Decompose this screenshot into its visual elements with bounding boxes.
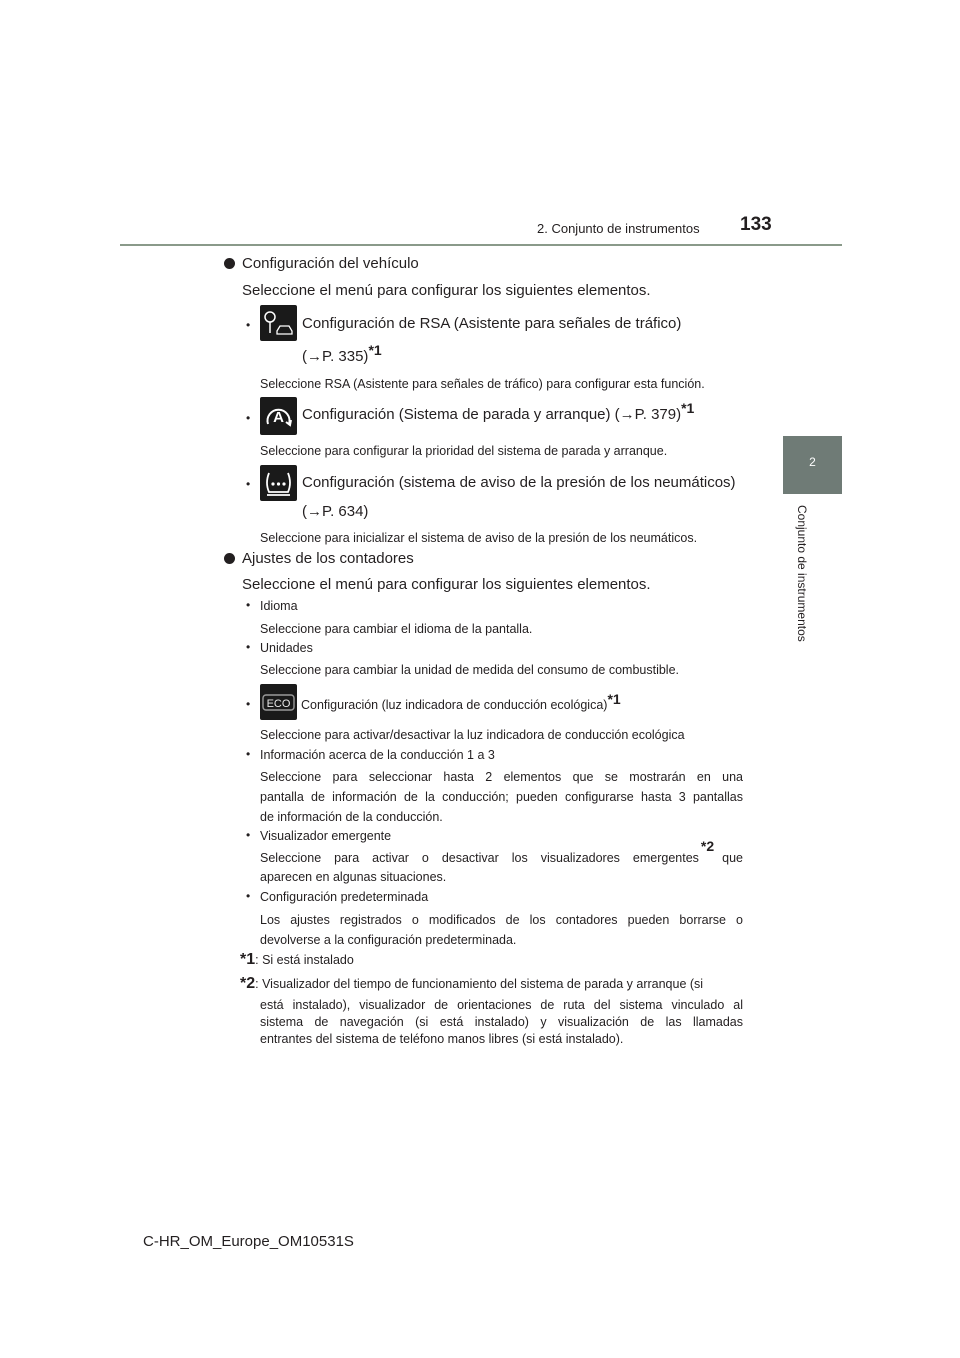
list-dot: • — [246, 747, 251, 761]
tire-pressure-label: Configuración (sistema de aviso de la presión de los neumáticos) — [302, 474, 736, 491]
stop-start-icon — [260, 397, 297, 435]
footnote: *1: Si está instalado — [240, 951, 354, 968]
list-item-label: Información acerca de la conducción 1 a 3 — [260, 748, 495, 762]
stop-start-label: Configuración (Sistema de parada y arranque) (→P. 379)$^{*1}$ — [302, 400, 695, 423]
svg-text:ECO: ECO — [266, 698, 291, 710]
section-title-vehicle: Configuración del vehículo — [242, 255, 419, 272]
stop-start-description: Seleccione para configurar la prioridad del sistema de parada y arranque. — [260, 444, 668, 458]
driving-info-description-line: de información de la conducción. — [260, 810, 443, 824]
list-item-label: Visualizador emergente — [260, 829, 392, 843]
list-item-description: Seleccione para cambiar la unidad de medida del consumo de combustible. — [260, 663, 680, 677]
list-dot: • — [246, 697, 251, 711]
default-description-line: Los ajustes registrados o modificados de los contadores pueden borrarse o — [260, 913, 743, 927]
list-dot: • — [246, 889, 251, 903]
list-dot: • — [246, 411, 251, 425]
rsa-description: Seleccione RSA (Asistente para señales de tráfico) para configurar esta función. — [260, 377, 705, 391]
default-description-line: devolverse a la configuración predeterminada. — [260, 933, 517, 947]
eco-label: Configuración (luz indicadora de conducción ecológica)$^{*1}$ — [301, 690, 621, 712]
list-item-label: Unidades — [260, 641, 313, 655]
section-bullet — [224, 553, 235, 564]
section-intro-vehicle: Seleccione el menú para configurar los siguientes elementos. — [242, 282, 651, 299]
list-dot: • — [246, 640, 251, 654]
footnote-line: sistema de navegación (si está instalado) y visualización de las llamadas — [260, 1015, 743, 1029]
road-sign-icon — [260, 305, 297, 341]
document-code: C-HR_OM_Europe_OM10531S — [143, 1233, 354, 1250]
eco-description: Seleccione para activar/desactivar la luz indicadora de conducción ecológica — [260, 728, 685, 742]
list-item-label: Configuración predeterminada — [260, 890, 429, 904]
chapter-number: 2 — [809, 455, 816, 469]
footnote: *2: Visualizador del tiempo de funcionamiento del sistema de parada y arranque (si — [240, 975, 704, 992]
tire-pressure-description: Seleccione para inicializar el sistema de aviso de la presión de los neumáticos. — [260, 531, 698, 545]
list-item-description: Seleccione para cambiar el idioma de la pantalla. — [260, 622, 533, 636]
section-bullet — [224, 258, 235, 269]
rsa-ref: (→P. 335)$^{*1}$ — [302, 342, 382, 365]
popup-description-line: aparecen en algunas situaciones. — [260, 870, 447, 884]
tire-pressure-icon — [260, 465, 297, 501]
eco-indicator-icon — [260, 684, 297, 720]
list-dot: • — [246, 828, 251, 842]
page-number: 133 — [740, 214, 772, 235]
list-dot: • — [246, 598, 251, 612]
list-dot: • — [246, 477, 251, 491]
footnote-line: está instalado), visualizador de orientaciones de ruta del sistema vinculado al — [260, 998, 743, 1012]
header-divider — [120, 244, 842, 246]
section-intro-meter: Seleccione el menú para configurar los siguientes elementos. — [242, 576, 651, 593]
tire-pressure-ref: (→P. 634) — [302, 503, 369, 520]
section-title-meter: Ajustes de los contadores — [242, 550, 414, 567]
chapter-label: Conjunto de instrumentos — [795, 505, 809, 642]
svg-text:A: A — [273, 409, 284, 426]
driving-info-description-line: pantalla de información de la conducción; pueden configurarse hasta 3 pantallas — [260, 790, 743, 804]
list-item-label: Idioma — [260, 599, 298, 613]
running-header: 2. Conjunto de instrumentos — [537, 221, 700, 236]
popup-description-line: Seleccione para activar o desactivar los visualizadores emergentes $^{*2}$ que — [260, 838, 743, 865]
driving-info-description-line: Seleccione para seleccionar hasta 2 elementos que se mostrarán en una — [260, 770, 743, 784]
footnote-line: entrantes del sistema de teléfono manos libres (si está instalado). — [260, 1032, 624, 1046]
list-dot: • — [246, 318, 251, 332]
rsa-label: Configuración de RSA (Asistente para señales de tráfico) — [302, 315, 682, 332]
